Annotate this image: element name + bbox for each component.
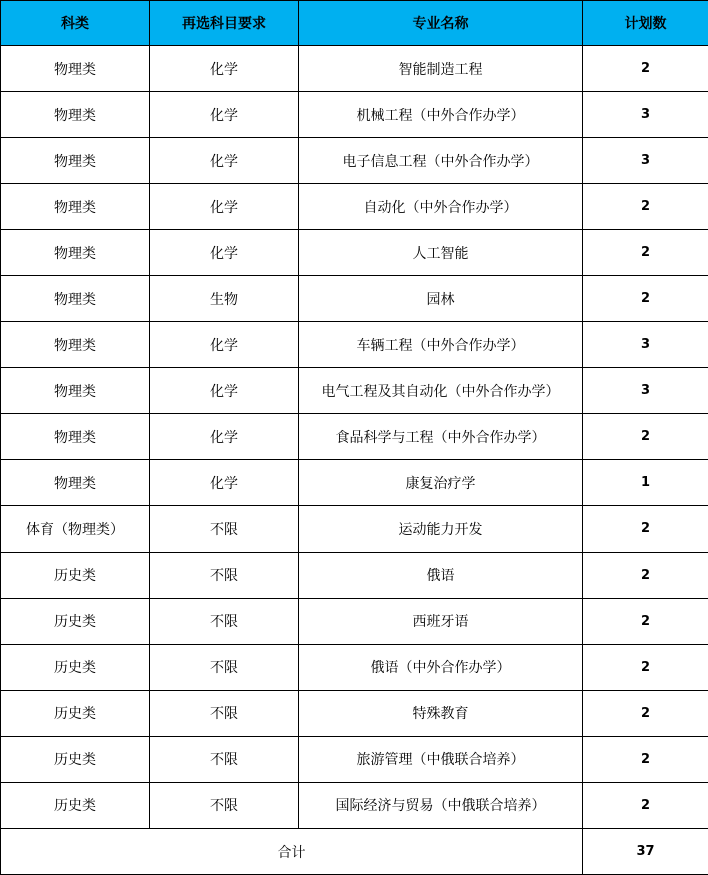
table-row: [1, 736, 708, 782]
subject-requirement-cell: 不限: [150, 736, 299, 782]
major-name-cell: 康复治疗学: [299, 460, 583, 506]
category-cell: 物理类: [1, 230, 150, 276]
category-cell: 物理类: [1, 138, 150, 184]
plan-count-cell: 2: [583, 276, 708, 322]
category-cell: 物理类: [1, 322, 150, 368]
table-row: [1, 368, 708, 414]
plan-count-cell: 2: [583, 736, 708, 782]
category-cell: 物理类: [1, 460, 150, 506]
plan-count-cell: 1: [583, 460, 708, 506]
header-category: 科类: [1, 1, 150, 46]
subject-requirement-cell: 化学: [150, 322, 299, 368]
category-cell: 历史类: [1, 690, 150, 736]
category-cell: 物理类: [1, 46, 150, 92]
table-row: [1, 460, 708, 506]
major-name-cell: 特殊教育: [299, 690, 583, 736]
table-row: [1, 414, 708, 460]
subject-requirement-cell: 化学: [150, 46, 299, 92]
subject-requirement-cell: 化学: [150, 414, 299, 460]
major-name-cell: 国际经济与贸易（中俄联合培养）: [299, 782, 583, 828]
table-row: [1, 552, 708, 598]
category-cell: 历史类: [1, 644, 150, 690]
table-row: [1, 644, 708, 690]
table-row: [1, 230, 708, 276]
major-name-cell: 旅游管理（中俄联合培养）: [299, 736, 583, 782]
table-row: [1, 598, 708, 644]
table-row: [1, 138, 708, 184]
total-value: 37: [583, 829, 708, 875]
plan-count-cell: 2: [583, 46, 708, 92]
category-cell: 物理类: [1, 414, 150, 460]
major-name-cell: 智能制造工程: [299, 46, 583, 92]
major-name-cell: 俄语: [299, 552, 583, 598]
header-major-name: 专业名称: [299, 1, 583, 46]
subject-requirement-cell: 不限: [150, 552, 299, 598]
category-cell: 历史类: [1, 598, 150, 644]
major-name-cell: 食品科学与工程（中外合作办学）: [299, 414, 583, 460]
plan-count-cell: 3: [583, 322, 708, 368]
plan-count-cell: 2: [583, 782, 708, 828]
table-row: [1, 322, 708, 368]
category-cell: 历史类: [1, 552, 150, 598]
category-cell: 历史类: [1, 782, 150, 828]
major-name-cell: 自动化（中外合作办学）: [299, 184, 583, 230]
subject-requirement-cell: 化学: [150, 138, 299, 184]
subject-requirement-cell: 化学: [150, 230, 299, 276]
category-cell: 物理类: [1, 368, 150, 414]
plan-count-cell: 2: [583, 598, 708, 644]
subject-requirement-cell: 不限: [150, 644, 299, 690]
major-name-cell: 机械工程（中外合作办学）: [299, 92, 583, 138]
subject-requirement-cell: 不限: [150, 690, 299, 736]
major-name-cell: 车辆工程（中外合作办学）: [299, 322, 583, 368]
plan-count-cell: 2: [583, 690, 708, 736]
plan-count-cell: 2: [583, 506, 708, 552]
major-name-cell: 园林: [299, 276, 583, 322]
plan-count-cell: 3: [583, 138, 708, 184]
plan-count-cell: 2: [583, 644, 708, 690]
subject-requirement-cell: 不限: [150, 782, 299, 828]
subject-requirement-cell: 化学: [150, 92, 299, 138]
table-row: [1, 782, 708, 828]
table-row: [1, 690, 708, 736]
total-row: [1, 829, 708, 875]
major-name-cell: 人工智能: [299, 230, 583, 276]
total-label: 合计: [1, 829, 583, 875]
table-body: [1, 46, 708, 829]
major-name-cell: 俄语（中外合作办学）: [299, 644, 583, 690]
table-row: [1, 184, 708, 230]
header-row: [1, 1, 708, 46]
major-name-cell: 运动能力开发: [299, 506, 583, 552]
table-header: [1, 1, 708, 46]
plan-count-cell: 2: [583, 184, 708, 230]
header-subject-requirement: 再选科目要求: [150, 1, 299, 46]
major-name-cell: 电气工程及其自动化（中外合作办学）: [299, 368, 583, 414]
category-cell: 体育（物理类）: [1, 506, 150, 552]
plan-count-cell: 3: [583, 92, 708, 138]
plan-count-cell: 3: [583, 368, 708, 414]
subject-requirement-cell: 不限: [150, 598, 299, 644]
table-row: [1, 92, 708, 138]
category-cell: 历史类: [1, 736, 150, 782]
subject-requirement-cell: 不限: [150, 506, 299, 552]
category-cell: 物理类: [1, 184, 150, 230]
category-cell: 物理类: [1, 276, 150, 322]
major-name-cell: 西班牙语: [299, 598, 583, 644]
plan-count-cell: 2: [583, 552, 708, 598]
major-name-cell: 电子信息工程（中外合作办学）: [299, 138, 583, 184]
table-row: [1, 276, 708, 322]
table-row: [1, 506, 708, 552]
category-cell: 物理类: [1, 92, 150, 138]
plan-count-cell: 2: [583, 230, 708, 276]
subject-requirement-cell: 生物: [150, 276, 299, 322]
plan-count-cell: 2: [583, 414, 708, 460]
header-plan-count: 计划数: [583, 1, 708, 46]
subject-requirement-cell: 化学: [150, 460, 299, 506]
table-row: [1, 46, 708, 92]
subject-requirement-cell: 化学: [150, 184, 299, 230]
subject-requirement-cell: 化学: [150, 368, 299, 414]
